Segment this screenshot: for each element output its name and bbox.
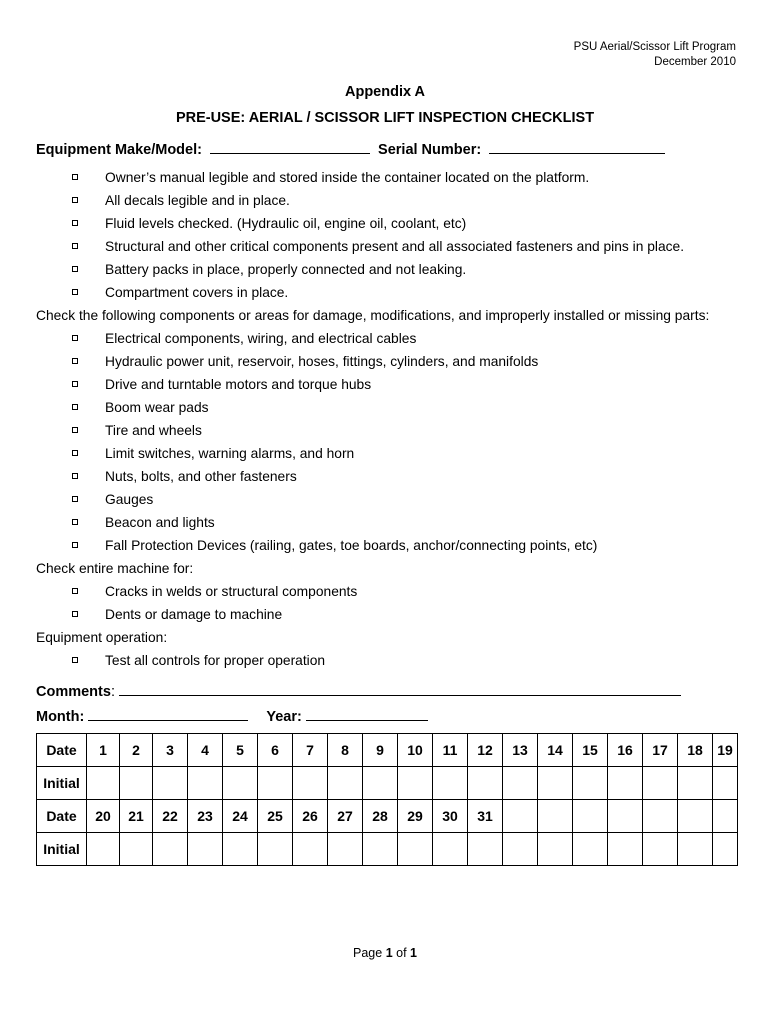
checklist-item-text: Boom wear pads [105, 400, 209, 415]
initial-entry-cell[interactable] [433, 767, 468, 800]
checklist-item-text: Tire and wheels [105, 423, 202, 438]
date-label-cell: Date [37, 734, 87, 767]
header-info [574, 40, 736, 70]
checklist-item [36, 350, 746, 373]
serial-field[interactable] [489, 141, 665, 154]
day-cell: 1 [87, 734, 120, 767]
checklist-item-text: Dents or damage to machine [105, 607, 283, 622]
initial-entry-cell[interactable] [468, 833, 503, 866]
checkbox[interactable] [72, 611, 78, 617]
footer-page-word: Page [353, 946, 383, 960]
checklist-item [36, 465, 746, 488]
day-cell: 5 [223, 734, 258, 767]
checklist-item [36, 281, 746, 304]
day-cell: 15 [573, 734, 608, 767]
checklist-item [36, 212, 746, 235]
checklist-item-text: Electrical components, wiring, and electrical cables [105, 331, 417, 346]
checklist-title: PRE-USE: AERIAL / SCISSOR LIFT INSPECTION CHECKLIST [175, 110, 595, 126]
initial-entry-cell[interactable] [643, 767, 678, 800]
checkbox[interactable] [72, 496, 78, 502]
initial-row-2 [37, 833, 738, 866]
initial-entry-cell[interactable] [678, 767, 713, 800]
footer-page-total: 1 [410, 946, 417, 960]
initial-entry-cell[interactable] [188, 833, 223, 866]
day-cell: 17 [643, 734, 678, 767]
day-cell: 22 [153, 800, 188, 833]
day-cell: 19 [713, 734, 738, 767]
make-model-label: Equipment Make/Model: [36, 142, 202, 158]
comments-line [36, 683, 681, 700]
day-cell: 25 [258, 800, 293, 833]
initial-entry-cell[interactable] [503, 833, 538, 866]
footer-of-word: of [396, 946, 407, 960]
day-cell: 7 [293, 734, 328, 767]
checklist-item-text: Structural and other critical components present and all associated fasteners and pins in place. [105, 239, 685, 254]
initial-label-cell: Initial [37, 767, 87, 800]
day-cell [678, 800, 713, 833]
checklist-item [36, 235, 746, 258]
checklist-item [36, 166, 746, 189]
day-cell: 28 [363, 800, 398, 833]
checklist-item-text: Hydraulic power unit, reservoir, hoses, fittings, cylinders, and manifolds [105, 354, 539, 369]
checklist-item [36, 258, 746, 281]
day-cell: 29 [398, 800, 433, 833]
initial-entry-cell[interactable] [713, 833, 738, 866]
comments-field[interactable] [119, 683, 681, 696]
date-row-2 [37, 800, 738, 833]
day-cell: 27 [328, 800, 363, 833]
checklist-item-text: Compartment covers in place. [105, 285, 289, 300]
day-cell: 23 [188, 800, 223, 833]
initial-entry-cell[interactable] [713, 767, 738, 800]
day-cell: 26 [293, 800, 328, 833]
day-cell: 8 [328, 734, 363, 767]
date-label-cell: Date [37, 800, 87, 833]
checklist-item [36, 580, 746, 603]
initial-entry-cell[interactable] [87, 767, 120, 800]
day-cell: 3 [153, 734, 188, 767]
initial-row-1 [37, 767, 738, 800]
initial-entry-cell[interactable] [573, 767, 608, 800]
initial-entry-cell[interactable] [573, 833, 608, 866]
initial-entry-cell[interactable] [538, 767, 573, 800]
year-field[interactable] [306, 708, 428, 721]
checkbox[interactable] [72, 220, 78, 226]
initial-entry-cell[interactable] [188, 767, 223, 800]
day-cell [643, 800, 678, 833]
checklist-item-text: Limit switches, warning alarms, and horn [105, 446, 355, 461]
checkbox[interactable] [72, 197, 78, 203]
initial-entry-cell[interactable] [258, 833, 293, 866]
checklist-item [36, 511, 746, 534]
day-cell: 6 [258, 734, 293, 767]
day-cell: 2 [120, 734, 153, 767]
group-damage-checks [36, 327, 746, 557]
checkbox[interactable] [72, 427, 78, 433]
initial-entry-cell[interactable] [258, 767, 293, 800]
initial-entry-cell[interactable] [153, 767, 188, 800]
checklist-item-text: All decals legible and in place. [105, 193, 290, 208]
checklist-item [36, 419, 746, 442]
checklist-item [36, 189, 746, 212]
initial-entry-cell[interactable] [398, 767, 433, 800]
checkbox[interactable] [72, 289, 78, 295]
day-cell: 31 [468, 800, 503, 833]
checkbox[interactable] [72, 404, 78, 410]
checkbox[interactable] [72, 381, 78, 387]
day-cell: 16 [608, 734, 643, 767]
checklist-item-text: Owner’s manual legible and stored inside the container located on the platform. [105, 170, 590, 185]
year-label: Year: [266, 709, 302, 725]
initial-entry-cell[interactable] [363, 833, 398, 866]
checklist-item-text: Cracks in welds or structural components [105, 584, 358, 599]
day-cell: 10 [398, 734, 433, 767]
serial-label: Serial Number: [378, 142, 482, 158]
initials-grid [36, 733, 738, 866]
group3-heading: Check entire machine for: [36, 561, 194, 576]
initial-entry-cell[interactable] [293, 833, 328, 866]
initial-entry-cell[interactable] [328, 833, 363, 866]
appendix-title: Appendix A [344, 84, 426, 100]
comments-label: Comments [36, 684, 111, 700]
checklist-item [36, 396, 746, 419]
checklist-item-text: Test all controls for proper operation [105, 653, 326, 668]
initial-entry-cell[interactable] [398, 833, 433, 866]
checkbox[interactable] [72, 266, 78, 272]
day-cell [573, 800, 608, 833]
day-cell [538, 800, 573, 833]
day-cell [503, 800, 538, 833]
checkbox[interactable] [72, 519, 78, 525]
month-year-line [36, 708, 428, 725]
day-cell: 9 [363, 734, 398, 767]
day-cell: 20 [87, 800, 120, 833]
day-cell: 30 [433, 800, 468, 833]
initial-entry-cell[interactable] [153, 833, 188, 866]
day-cell: 4 [188, 734, 223, 767]
checklist-item [36, 442, 746, 465]
header-date: December 2010 [654, 56, 736, 68]
checklist-item-text: Gauges [105, 492, 154, 507]
checkbox[interactable] [72, 657, 78, 663]
group2-heading: Check the following components or areas for damage, modifications, and improperly installed or missing parts: [36, 308, 710, 323]
checklist-item-text: Drive and turntable motors and torque hubs [105, 377, 372, 392]
initial-entry-cell[interactable] [293, 767, 328, 800]
day-cell: 14 [538, 734, 573, 767]
day-cell [713, 800, 738, 833]
checklist-content [36, 166, 746, 672]
group4-heading: Equipment operation: [36, 630, 168, 645]
program-name: PSU Aerial/Scissor Lift Program [573, 41, 736, 53]
title-block [0, 84, 770, 126]
initial-entry-cell[interactable] [608, 767, 643, 800]
initial-label-cell: Initial [37, 833, 87, 866]
checklist-item [36, 603, 746, 626]
initial-entry-cell[interactable] [503, 767, 538, 800]
day-cell: 24 [223, 800, 258, 833]
footer-page-number: 1 [385, 946, 393, 960]
initial-entry-cell[interactable] [678, 833, 713, 866]
initial-entry-cell[interactable] [538, 833, 573, 866]
checkbox[interactable] [72, 542, 78, 548]
checkbox[interactable] [72, 450, 78, 456]
day-cell: 18 [678, 734, 713, 767]
initial-entry-cell[interactable] [223, 833, 258, 866]
initial-entry-cell[interactable] [608, 833, 643, 866]
page-footer [0, 946, 770, 960]
checkbox[interactable] [72, 335, 78, 341]
day-cell: 12 [468, 734, 503, 767]
checkbox[interactable] [72, 174, 78, 180]
group-machine-checks [36, 580, 746, 626]
initial-entry-cell[interactable] [433, 833, 468, 866]
day-cell: 21 [120, 800, 153, 833]
checklist-item [36, 534, 746, 557]
checkbox[interactable] [72, 243, 78, 249]
day-cell: 13 [503, 734, 538, 767]
checklist-item [36, 649, 746, 672]
checkbox[interactable] [72, 358, 78, 364]
day-cell: 11 [433, 734, 468, 767]
checklist-item-text: Beacon and lights [105, 515, 215, 530]
checkbox[interactable] [72, 473, 78, 479]
month-field[interactable] [88, 708, 248, 721]
date-row-1 [37, 734, 738, 767]
checklist-item [36, 488, 746, 511]
checklist-item-text: Fall Protection Devices (railing, gates, toe boards, anchor/connecting points, etc) [105, 538, 598, 553]
checklist-item [36, 327, 746, 350]
initial-entry-cell[interactable] [223, 767, 258, 800]
group-operation-checks [36, 649, 746, 672]
initial-entry-cell[interactable] [643, 833, 678, 866]
make-model-field[interactable] [210, 141, 370, 154]
comments-colon: : [110, 684, 115, 700]
month-label: Month: [36, 709, 85, 725]
checklist-item [36, 373, 746, 396]
initial-entry-cell[interactable] [120, 833, 153, 866]
checklist-item-text: Battery packs in place, properly connected and not leaking. [105, 262, 467, 277]
initial-entry-cell[interactable] [363, 767, 398, 800]
checklist-item-text: Nuts, bolts, and other fasteners [105, 469, 297, 484]
initial-entry-cell[interactable] [87, 833, 120, 866]
checkbox[interactable] [72, 588, 78, 594]
equipment-line [36, 141, 665, 158]
group-prechecks [36, 166, 746, 304]
checklist-item-text: Fluid levels checked. (Hydraulic oil, engine oil, coolant, etc) [105, 216, 467, 231]
initial-entry-cell[interactable] [120, 767, 153, 800]
initial-entry-cell[interactable] [468, 767, 503, 800]
day-cell [608, 800, 643, 833]
initial-entry-cell[interactable] [328, 767, 363, 800]
